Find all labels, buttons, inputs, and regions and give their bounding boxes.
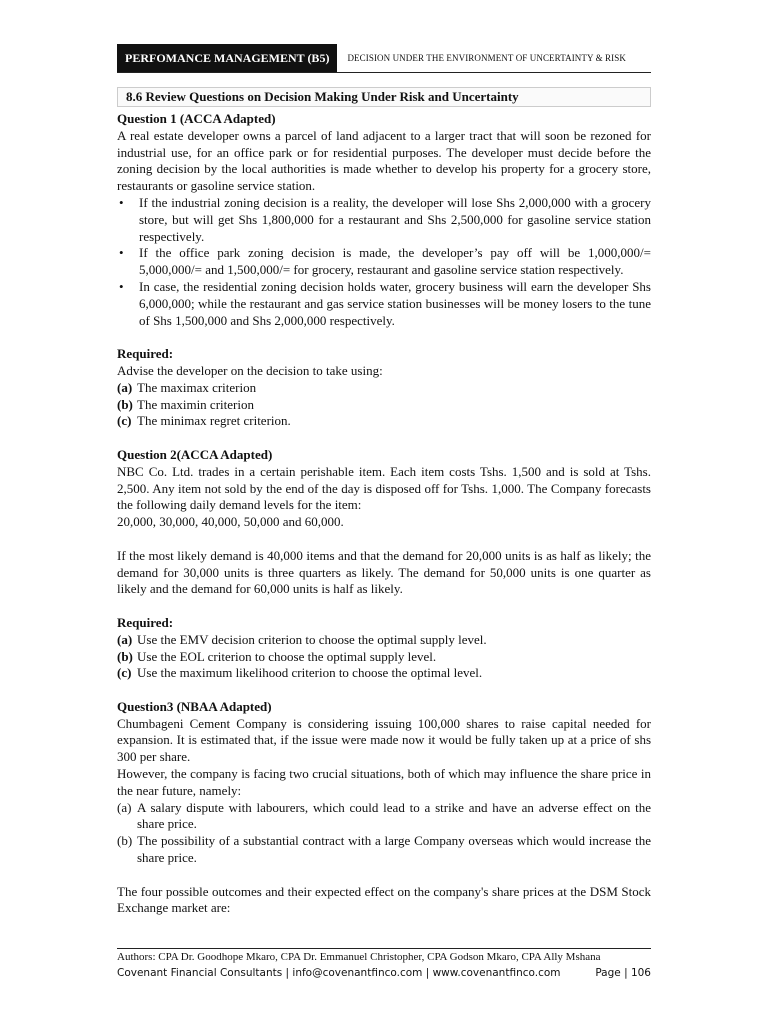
page-footer	[117, 948, 651, 981]
question-1-option	[117, 397, 651, 414]
question-2-paragraph: If the most likely demand is 40,000 items and that the demand for 20,000 units is as half as likely; the demand for 30,000 units is three quarters as likely. The demand for 50,000 units is one quarter as likely and the demand for 60,000 units is half as likely.	[117, 547, 651, 597]
question-1-required-text: Advise the developer on the decision to take using:	[117, 362, 383, 378]
footer-company: Covenant Financial Consultants | info@covenantfinco.com | www.covenantfinco.com	[117, 967, 561, 979]
option-text: A salary dispute with labourers, which could lead to a strike and have an adverse effect on the share price.	[137, 799, 651, 832]
question-2-demand-levels: 20,000, 30,000, 40,000, 50,000 and 60,000.	[117, 514, 344, 530]
option-label: (b)	[117, 648, 133, 664]
page-number: Page | 106	[595, 967, 651, 979]
document-page	[117, 44, 651, 917]
question-2-required-label: Required:	[117, 614, 174, 630]
option-text: Use the EMV decision criterion to choose the optimal supply level.	[137, 631, 487, 647]
question-2-title: Question 2(ACCA Adapted)	[117, 446, 273, 462]
option-text: The maximax criterion	[137, 379, 257, 395]
option-text: Use the maximum likelihood criterion to choose the optimal level.	[137, 665, 483, 681]
footer-authors: Authors: CPA Dr. Goodhope Mkaro, CPA Dr. Emmanuel Christopher, CPA Godson Mkaro, CPA Ally Mshana	[117, 951, 601, 963]
question-1-required-label: Required:	[117, 346, 174, 362]
section-title: 8.6 Review Questions on Decision Making Under Risk and Uncertainty	[117, 87, 651, 107]
option-label: (a)	[117, 379, 133, 395]
option-text: Use the EOL criterion to choose the optimal supply level.	[137, 648, 437, 664]
option-label: (a)	[117, 799, 132, 815]
option-text: The maximin criterion	[137, 396, 254, 412]
question-3-option	[117, 800, 651, 834]
question-2-option	[117, 649, 651, 666]
question-1-option	[117, 380, 651, 397]
option-text: The possibility of a substantial contract with a large Company overseas which would increase the share price.	[137, 833, 651, 866]
header-chapter-title: DECISION UNDER THE ENVIRONMENT OF UNCERTAINTY & RISK	[347, 53, 626, 63]
header-course-title: PERFOMANCE MANAGEMENT (B5)	[117, 44, 337, 72]
option-label: (c)	[117, 413, 132, 429]
option-label: (b)	[117, 396, 133, 412]
question-1-intro: A real estate developer owns a parcel of land adjacent to a larger tract that will soon be rezoned for industrial use, for an office park or for residential purposes. The developer must decide before the zoning decision by the local authorities is made whether to develop his property for a grocery store, restaurants or gasoline service station.	[117, 127, 651, 194]
question-1-option	[117, 413, 651, 430]
question-3-title: Question3 (NBAA Adapted)	[117, 698, 272, 714]
question-1-title: Question 1 (ACCA Adapted)	[117, 111, 276, 126]
question-1-bullets	[117, 195, 651, 329]
option-label: (b)	[117, 833, 133, 849]
option-label: (c)	[117, 665, 132, 681]
bullet-item: • If the industrial zoning decision is a reality, the developer will lose Shs 2,000,000 with a grocery store, but will get Shs 1,800,000 for a restaurant and Shs 2,500,000 for gasoline service station respectively.	[117, 195, 651, 245]
question-3-outcomes-paragraph: The four possible outcomes and their expected effect on the company's share prices at the DSM Stock Exchange market are:	[117, 883, 651, 916]
bullet-item: • If the office park zoning decision is made, the developer’s pay off will be 1,000,000/= 5,000,000/= and 1,500,000/= for grocery, restaurant and gasoline service station respectively.	[117, 245, 651, 279]
question-3-option	[117, 833, 651, 867]
question-2-option	[117, 665, 651, 682]
option-label: (a)	[117, 631, 133, 647]
question-2-option	[117, 632, 651, 649]
running-header	[117, 44, 651, 73]
footer-contact-row	[117, 965, 651, 981]
option-text: The minimax regret criterion.	[137, 413, 291, 429]
bullet-item: • In case, the residential zoning decision holds water, grocery business will earn the developer Shs 6,000,000; while the restaurant and gas service station businesses will be money losers to the tune of Shs 1,500,000 and Shs 2,000,000 respectively.	[117, 279, 651, 329]
question-3-intro: Chumbageni Cement Company is considering issuing 100,000 shares to raise capital needed for expansion. It is estimated that, if the issue were made now it would be fully taken up at a price of shs 300 per share.	[117, 715, 651, 765]
question-3-paragraph: However, the company is facing two crucial situations, both of which may influence the share price in the near future, namely:	[117, 766, 651, 798]
document-body	[117, 111, 651, 917]
question-2-intro: NBC Co. Ltd. trades in a certain perishable item. Each item costs Tshs. 1,500 and is sold at Tshs. 2,500. Any item not sold by the end of the day is disposed off for Tshs. 1,000. The Company forecasts the following daily demand levels for the item:	[117, 463, 651, 513]
